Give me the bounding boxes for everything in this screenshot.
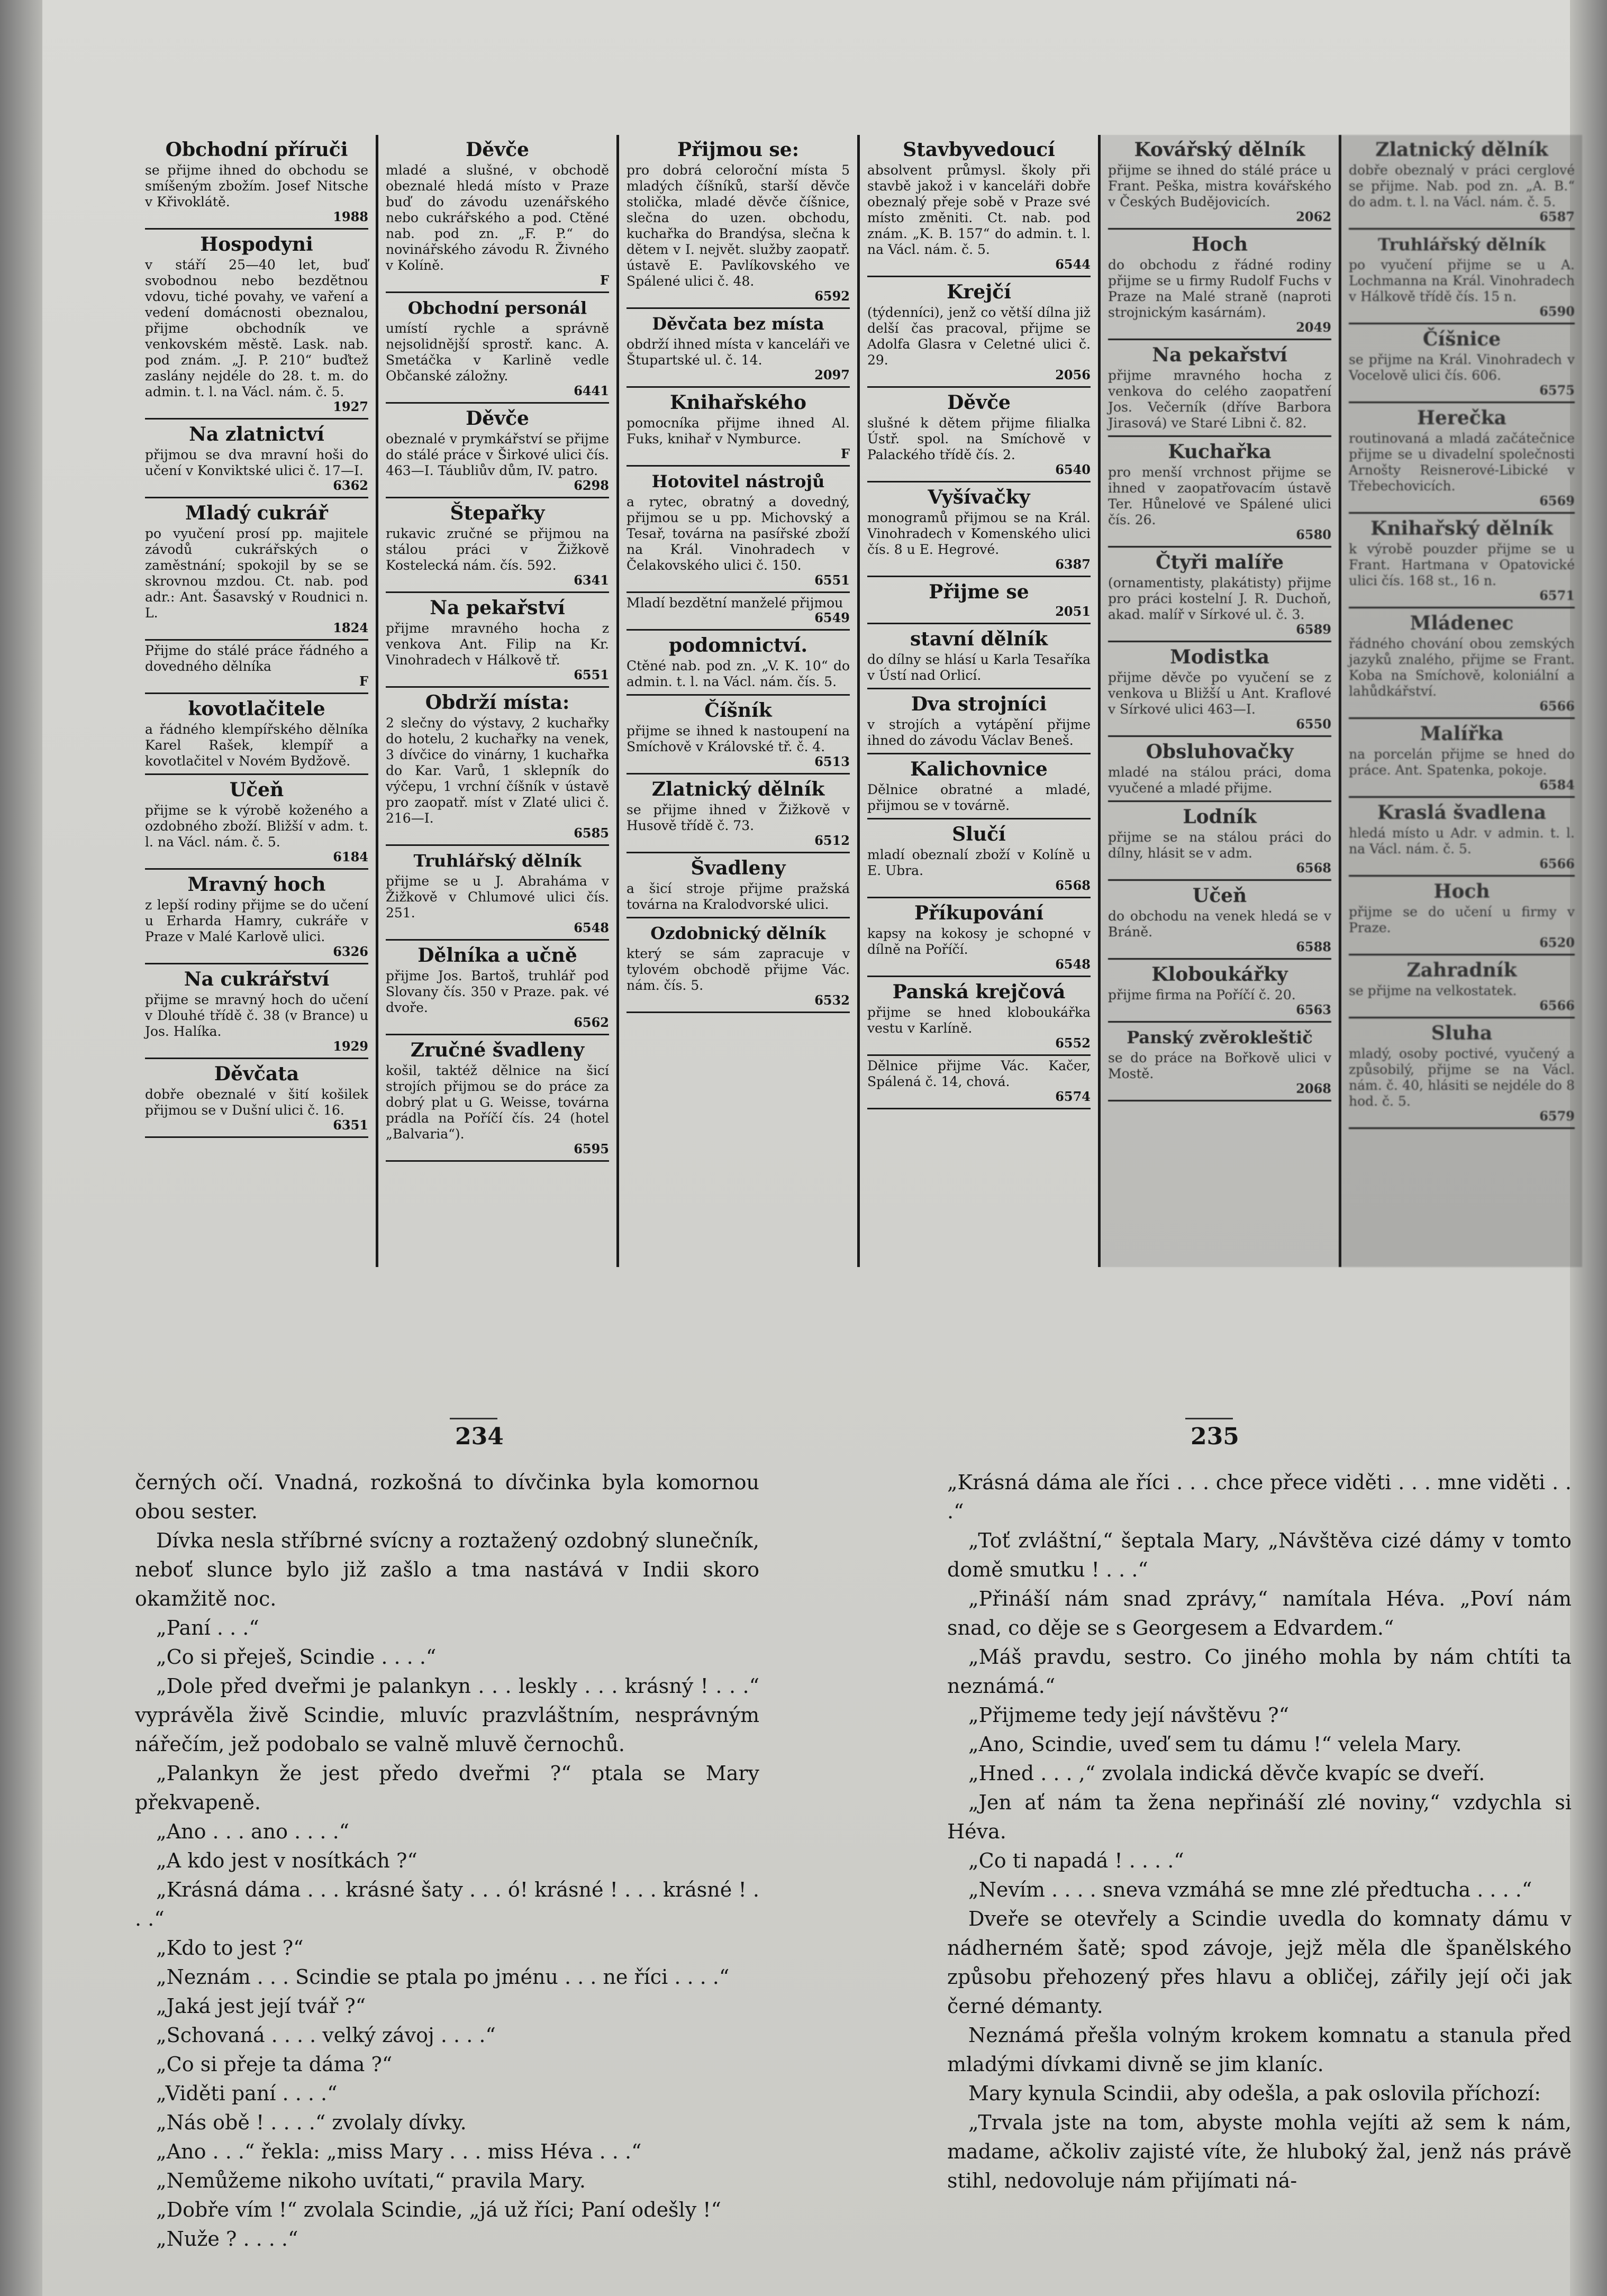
- ad-title: Kuchařka: [1168, 441, 1272, 463]
- ad-number: 6540: [1055, 462, 1091, 477]
- ad-number: 6568: [1296, 860, 1331, 876]
- ad-text: a šicí stroje přijme pražská továrna na Kralodvorské ulici.: [627, 881, 850, 912]
- ad-number: 6579: [1539, 1108, 1575, 1124]
- ad-text: (ornamentisty, plakátisty) přijme pro práci kostelní J. R. Duchoň, akad. malíř v Sírkové ul. č. 3.: [1108, 575, 1331, 622]
- ad-title: Krejčí: [947, 281, 1011, 303]
- ad-item: [627, 853, 850, 918]
- ad-item: [627, 467, 850, 593]
- ad-item: [145, 420, 368, 498]
- ad-number: 6544: [1055, 257, 1091, 272]
- ads-column-5: [1101, 135, 1341, 1267]
- ad-title: Na pekařství: [1152, 344, 1287, 366]
- scan-edge-left: [0, 0, 42, 2296]
- ad-item: [1108, 135, 1331, 230]
- ad-title: Herečka: [1417, 407, 1506, 429]
- ad-text: se přijme ihned v Žižkově v Husově třídě č. 73.: [627, 802, 850, 833]
- ad-title: Obchodní příruči: [165, 139, 348, 161]
- ad-number: 6580: [1296, 527, 1331, 542]
- ad-item: [1349, 230, 1575, 324]
- ad-item: [386, 941, 609, 1035]
- ad-item: [867, 819, 1091, 898]
- ad-text: přijme mravného hocha z venkova do celého zaopatření Jos. Večerník (dříve Barbora Jirasová) ve Staré Libni č. 82.: [1108, 368, 1331, 431]
- ad-text: přijme se do učení u firmy v Praze.: [1349, 904, 1575, 935]
- ad-number: 6566: [1539, 998, 1575, 1013]
- ad-number: 6551: [574, 667, 609, 682]
- ad-item: [386, 404, 609, 498]
- ad-number: 1824: [333, 620, 368, 635]
- ad-text: Mladí bezdětní manželé přijmou: [627, 595, 843, 611]
- story-paragraph: „A kdo jest v nosítkách ?“: [156, 1849, 417, 1872]
- ads-column-4: [860, 135, 1101, 1267]
- ad-text: přijme mravného hocha z venkova Ant. Filip na Kr. Vinohradech v Hálkově tř.: [386, 621, 609, 668]
- ad-item: [867, 135, 1091, 277]
- story-paragraph: „Nevím . . . . sneva vzmáhá se mne zlé předtucha . . . .“: [968, 1878, 1532, 1901]
- ads-column-3: [619, 135, 860, 1267]
- ad-number: 6566: [1539, 698, 1575, 714]
- ad-item: [1108, 548, 1331, 642]
- ad-title: Děvče: [947, 391, 1011, 414]
- ad-number: 1988: [333, 209, 368, 224]
- ad-text: pomocníka přijme ihned Al. Fuks, knihař v Nymburce.: [627, 415, 850, 447]
- story-paragraph: Neznámá přešla volným krokem komnatu a stanula před mladými dívkami divně se jim klaníc.: [947, 2024, 1572, 2076]
- story-paragraph: „Ano . . .“ řekla: „miss Mary . . . miss Héva . . .“: [156, 2140, 642, 2163]
- ad-item: [867, 482, 1091, 577]
- story-paragraph: „Schovaná . . . . velký závoj . . . .“: [156, 2024, 496, 2047]
- story-paragraph: „Hned . . . ,“ zvolala indická děvče kvapíc se dveří.: [968, 1762, 1485, 1785]
- story-paragraph: „Ano, Scindie, uveď sem tu dámu !“ velela Mary.: [968, 1733, 1462, 1756]
- ad-title: Zlatnický dělník: [1375, 139, 1548, 161]
- story-paragraph: „Palankyn že jest předo dveřmi ?“ ptala se Mary překvapeně.: [135, 1762, 759, 1814]
- ad-text: řádného chování obou zemských jazyků znalého, přijme se Frant. Koba na Smíchově, koloniální a lahůdkářství.: [1349, 636, 1575, 699]
- ad-text: přijmou se dva mravní hoši do učení v Konviktské ulici č. 17—I.: [145, 447, 368, 478]
- ad-title: Zahradník: [1406, 959, 1517, 981]
- ad-number: 6549: [814, 610, 850, 625]
- ad-text: přijme se mravný hoch do učení v Dlouhé třídě č. 38 (v Brance) u Jos. Halíka.: [145, 992, 368, 1039]
- story-right-page: [947, 1468, 1572, 2195]
- ad-number: 6548: [1055, 956, 1091, 972]
- ad-title: Příkupování: [914, 902, 1044, 924]
- ad-item: [867, 689, 1091, 754]
- ad-title: Knihařský dělník: [1370, 517, 1553, 540]
- ad-number: 6566: [1539, 856, 1575, 871]
- ad-text: se přijme na velkostatek.: [1349, 983, 1517, 998]
- ad-title: Zlatnický dělník: [651, 778, 825, 800]
- ad-item: [867, 577, 1091, 624]
- ad-title: Děvčata: [214, 1063, 299, 1085]
- story-paragraph: „Jaká jest její tvář ?“: [156, 1994, 366, 2018]
- ad-item: [386, 688, 609, 846]
- ad-item: [386, 593, 609, 688]
- ad-number: 6362: [333, 478, 368, 493]
- ad-item: [1349, 955, 1575, 1018]
- story-paragraph: „Přijmeme tedy její návštěvu ?“: [968, 1703, 1290, 1727]
- ad-item: [1108, 437, 1331, 548]
- ad-title: Vyšívačky: [928, 486, 1030, 508]
- ad-text: přijme se k výrobě koženého a ozdobného zboží. Bližší v adm. t. l. na Václ. nám. č. 5.: [145, 803, 368, 850]
- classified-ads: [138, 135, 1598, 1267]
- ad-item: [145, 135, 368, 230]
- ad-item: [627, 135, 850, 309]
- story-paragraph: „Jen ať nám ta žena nepřináší zlé noviny,“ vzdychla si Héva.: [947, 1791, 1572, 1843]
- page-number-rule-left: [450, 1418, 497, 1419]
- ad-number: 6585: [574, 825, 609, 841]
- ad-text: do obchodu z řádné rodiny přijme se u firmy Rudolf Fuchs v Praze na Malé straně (naproti strojnickým kasárnám).: [1108, 257, 1331, 320]
- ad-item: [1349, 798, 1575, 877]
- ads-column-6: [1341, 135, 1582, 1267]
- story-paragraph: „Nuže ? . . . .“: [156, 2227, 298, 2251]
- ad-number: 2068: [1296, 1081, 1331, 1096]
- ad-number: 6590: [1539, 304, 1575, 319]
- ad-number: 6387: [1055, 557, 1091, 572]
- ad-number: 6584: [1539, 777, 1575, 792]
- ad-text: kapsy na kokosy je schopné v dílně na Poříčí.: [867, 926, 1091, 957]
- ad-item: [1108, 340, 1331, 437]
- ad-item: [1349, 403, 1575, 514]
- ad-title: Kovářský dělník: [1134, 139, 1305, 161]
- story-paragraph: „Ano . . . ano . . . .“: [156, 1820, 350, 1843]
- ad-text: slušné k dětem přijme filialka Ústř. spol. na Smíchově v Palackého třídě čís. 2.: [867, 415, 1091, 462]
- ad-number: 6595: [574, 1141, 609, 1156]
- ad-text: Dělnice obratné a mladé, přijmou se v továrně.: [867, 782, 1091, 813]
- ad-text: přijme děvče po vyučení se z venkova u Bližší u Ant. Kraflové v Sírkové ulici 463—I.: [1108, 670, 1331, 717]
- ad-item: [386, 135, 609, 293]
- ad-number: 2097: [814, 367, 850, 382]
- ad-text: hledá místo u Adr. v admin. t. l. na Václ. nám. č. 5.: [1349, 825, 1575, 857]
- ad-item: [1349, 324, 1575, 403]
- ad-number: 6562: [574, 1015, 609, 1030]
- ad-number: 6351: [333, 1117, 368, 1133]
- ad-title: Děvčata bez místa: [652, 314, 824, 334]
- ad-item: [145, 870, 368, 964]
- ad-number: 6588: [1296, 939, 1331, 954]
- page-number-left: 234: [455, 1423, 504, 1450]
- ad-number: F: [600, 272, 609, 288]
- ad-number: 6298: [574, 478, 609, 493]
- ad-number: 6513: [814, 754, 850, 769]
- ad-text: pro dobrá celoroční místa 5 mladých číšníků, starší děvče stolička, mladé děvče číšnice, slečna do uzen. obchodu, kuchařka do Brandýsa, slečna k dětem v I. největ. služby zaopatř. ústavě E. Pavlíkovského ve Spálené ulici č. 48.: [627, 162, 850, 289]
- ad-number: 6550: [1296, 716, 1331, 732]
- story-paragraph: „Neznám . . . Scindie se ptala po jménu . . . ne říci . . . .“: [156, 1965, 730, 1989]
- ad-title: Na cukrářství: [184, 968, 330, 990]
- story-paragraph: „Co si přeje ta dáma ?“: [156, 2053, 393, 2076]
- ad-text: se přijme ihned do obchodu se smíšeným zbožím. Josef Nitsche v Křivoklátě.: [145, 162, 368, 209]
- ad-text: obeznalé v prymkářství se přijme do stálé práce v Širkové ulici čís. 463—I. Táubliův dům, IV. patro.: [386, 431, 609, 478]
- ad-text: v strojích a vytápění přijme ihned do závodu Václav Beneš.: [867, 717, 1091, 748]
- ad-item: [386, 1035, 609, 1162]
- ad-text: v stáří 25—40 let, buď svobodnou nebo bezdětnou vdovu, tiché povahy, ve vaření a vedení domácnosti obeznalou, přijme obchodník ve venkovském městě. Lask. nab. pod znám. „J. P. 210“ buďtež zaslány nejdéle do 28. t. m. do admin. t. l. na Václ. nám. č. 5.: [145, 257, 368, 399]
- ad-text: se do práce na Bořkově ulici v Mostě.: [1108, 1050, 1331, 1081]
- ad-number: 6568: [1055, 878, 1091, 893]
- ad-number: 6589: [1296, 622, 1331, 637]
- ad-number: 1927: [333, 399, 368, 414]
- ad-title: Kalichovnice: [910, 758, 1048, 780]
- ad-title: Mravný hoch: [187, 873, 326, 896]
- ad-title: Na zlatnictví: [189, 423, 324, 445]
- ad-title: Hotovitel nástrojů: [651, 471, 825, 491]
- ad-item: [627, 775, 850, 853]
- ad-title: Kloboukářky: [1151, 963, 1288, 986]
- story-paragraph: Dveře se otevřely a Scindie uvedla do komnaty dámu v nádherném šatě; spod závoje, jejž měla dle španělského způsobu přehozený přes hlavu a obličej, zářily její oči jak černé démanty.: [947, 1907, 1572, 2018]
- ad-title: Truhlářský dělník: [413, 851, 582, 871]
- ad-text: monogramů přijmou se na Král. Vinohradech v Komenského ulici čís. 8 u E. Hegrové.: [867, 510, 1091, 557]
- ads-column-1: [138, 135, 378, 1267]
- ad-item: [1349, 514, 1575, 608]
- ad-number: 6563: [1296, 1002, 1331, 1017]
- story-paragraph: „Trvala jste na tom, abyste mohla vejíti až sem k nám, madame, ačkoliv zajisté víte, že hluboký žal, jenž nás právě stihl, nedovoluje nám přijímati ná-: [947, 2111, 1572, 2192]
- story-left-page: [135, 1468, 759, 2254]
- ad-item: [867, 277, 1091, 388]
- story-paragraph: „Kdo to jest ?“: [156, 1936, 304, 1960]
- ad-title: Lodník: [1183, 806, 1257, 828]
- ad-number: 2056: [1055, 367, 1091, 382]
- ad-text: mladí obeznalí zboží v Kolíně u E. Ubra.: [867, 847, 1091, 878]
- ad-text: Přijme do stálé práce řádného a dovedného dělníka: [145, 643, 368, 674]
- ad-number: 6184: [333, 849, 368, 864]
- ad-number: 6571: [1539, 588, 1575, 603]
- ad-title: podomnictví.: [669, 634, 807, 657]
- ad-text: pro menší vrchnost přijme se ihned v zaopatřovacím ústavě Ter. Hůnelové ve Spálené ulici čís. 26.: [1108, 464, 1331, 527]
- ad-text: do dílny se hlásí u Karla Tesaříka v Ústí nad Orlicí.: [867, 652, 1091, 683]
- ad-item: [1108, 881, 1331, 960]
- story-paragraph: „Dole před dveřmi je palankyn . . . leskly . . . krásný ! . . .“ vyprávěla živě Scindie, mluvíc prazvláštním, nesprávným nářečím, jež podobalo se valně mluvě černochů.: [135, 1674, 759, 1756]
- ad-title: Štepařky: [450, 502, 545, 524]
- ad-item: [145, 641, 368, 694]
- ad-number: 6574: [1055, 1089, 1091, 1104]
- ad-item: [627, 593, 850, 631]
- story-paragraph: „Nemůžeme nikoho uvítati,“ pravila Mary.: [156, 2169, 586, 2192]
- ad-text: Dělnice přijme Vác. Kačer, Spálená č. 14, chová.: [867, 1058, 1091, 1089]
- story-paragraph: „Co si přeješ, Scindie . . . .“: [156, 1645, 437, 1669]
- ad-title: Stavbyvedoucí: [903, 139, 1055, 161]
- ad-text: Ctěné nab. pod zn. „V. K. 10“ do admin. t. l. na Václ. nám. čís. 5.: [627, 658, 850, 689]
- ad-number: F: [840, 446, 850, 461]
- ad-title: Dělníka a učně: [417, 944, 577, 967]
- ad-item: [627, 918, 850, 1013]
- ad-item: [1108, 1023, 1331, 1101]
- ad-item: [1349, 877, 1575, 955]
- ad-title: Obdrží místa:: [425, 691, 570, 714]
- ad-title: Děvče: [466, 139, 529, 161]
- ad-text: a řádného klempířského dělníka Karel Rašek, klempíř a kovotlačitel v Novém Bydžově.: [145, 722, 368, 769]
- page-number-rule-right: [1185, 1418, 1233, 1419]
- ad-text: umístí rychle a správně nejsolidnější sprostř. kanc. A. Smetáčka v Karlině vedle Občanské záložny.: [386, 321, 609, 384]
- ad-text: dobře obeznalé v šití košilek přijmou se v Dušní ulici č. 16.: [145, 1087, 368, 1118]
- page-number-right: 235: [1191, 1423, 1239, 1450]
- ad-item: [627, 631, 850, 696]
- ad-title: Děvče: [466, 407, 529, 430]
- story-paragraph: Dívka nesla stříbrné svícny a roztažený ozdobný slunečník, neboť slunce bylo již zašlo a tma nastává v Indii skoro okamžitě noc.: [135, 1529, 759, 1610]
- ad-number: 6552: [1055, 1035, 1091, 1051]
- ad-number: 6441: [574, 383, 609, 398]
- ad-item: [867, 898, 1091, 977]
- ad-number: 1929: [333, 1038, 368, 1054]
- ad-title: Obchodní personál: [407, 298, 587, 318]
- ad-number: 6512: [814, 833, 850, 848]
- ad-item: [145, 694, 368, 775]
- ad-number: 2062: [1296, 209, 1331, 224]
- ad-item: [145, 775, 368, 870]
- ad-title: Na pekařství: [430, 597, 565, 619]
- ad-text: rukavic zručné se přijmou na stálou práci v Žižkově Kostelecká nám. čís. 592.: [386, 526, 609, 573]
- ad-item: [627, 309, 850, 388]
- ad-title: Přijmou se:: [677, 139, 799, 161]
- ad-text: do obchodu na venek hledá se v Bráně.: [1108, 908, 1331, 940]
- ad-text: dobře obeznalý v práci cerglové se přijme. Nab. pod zn. „A. B.“ do adm. t. l. na Václ. nám. č. 5.: [1349, 162, 1575, 209]
- ad-number: 6551: [814, 572, 850, 588]
- ad-item: [145, 230, 368, 420]
- story-paragraph: „Přináší nám snad zprávy,“ namítala Héva. „Poví nám snad, co děje se s Georgesem a Edvardem.“: [947, 1587, 1572, 1639]
- ad-text: se přijme na Král. Vinohradech v Vocelově ulici čís. 606.: [1349, 352, 1575, 383]
- ad-text: 2 slečny do výstavy, 2 kuchařky do hotelu, 2 kuchařky na venek, 3 dívčice do vinárny, 1 kuchařka do Kar. Varů, 1 sklepník do výčepu, 1 vrchní číšník v ústavě pro zaopatř. míst v Zlaté ulici č. 216—I.: [386, 715, 609, 826]
- ad-title: Učeň: [1192, 885, 1247, 907]
- ad-item: [627, 388, 850, 467]
- ad-item: [867, 1056, 1091, 1109]
- ad-text: přijme firma na Poříčí č. 20.: [1108, 987, 1296, 1003]
- story-paragraph: „Máš pravdu, sestro. Co jiného mohla by nám chtíti ta neznámá.“: [947, 1645, 1572, 1698]
- ad-title: Hoch: [1433, 880, 1490, 903]
- ad-number: 6587: [1539, 209, 1575, 224]
- ad-number: 6569: [1539, 493, 1575, 508]
- ad-item: [1108, 230, 1331, 340]
- ad-title: Dva strojníci: [911, 693, 1047, 715]
- ad-title: Malířka: [1420, 723, 1504, 745]
- story-paragraph: Mary kynula Scindii, aby odešla, a pak oslovila příchozí:: [968, 2082, 1541, 2105]
- ad-item: [1108, 802, 1331, 881]
- ad-title: Hoch: [1191, 233, 1248, 256]
- ads-column-2: [378, 135, 619, 1267]
- ad-text: routinovaná a mladá začátečnice přijme se u divadelní společnosti Arnošty Reisnerové-Libické v Třebechovicích.: [1349, 431, 1575, 494]
- ad-text: který se sám zapracuje v tylovém obchodě přijme Vác. nám. čís. 5.: [627, 946, 850, 993]
- ad-title: Čtyři malíře: [1155, 551, 1284, 573]
- ad-title: Modistka: [1170, 646, 1269, 668]
- story-paragraph: „Nás obě ! . . . .“ zvolaly dívky.: [156, 2111, 467, 2134]
- ad-text: po vyučení přijme se u A. Lochmanna na Král. Vinohradech v Hálkově třídě čís. 15 n.: [1349, 257, 1575, 304]
- story-paragraph: „Krásná dáma ale říci . . . chce přece viděti . . . mne viděti . . .“: [947, 1471, 1572, 1523]
- ad-number: 2051: [1055, 604, 1091, 619]
- ad-title: Švadleny: [691, 857, 786, 879]
- ad-text: přijme se ihned k nastoupení na Smíchově v Královské tř. č. 4.: [627, 723, 850, 754]
- ad-item: [386, 293, 609, 404]
- ad-item: [627, 696, 850, 775]
- ad-number: 6592: [814, 288, 850, 304]
- ad-title: Knihařského: [670, 391, 806, 414]
- ad-text: na porcelán přijme se hned do práce. Ant. Spatenka, pokoje.: [1349, 746, 1575, 778]
- ad-item: [1349, 135, 1575, 230]
- ad-text: přijme Jos. Bartoš, truhlář pod Slovany čís. 350 v Praze. pak. vé dvoře.: [386, 968, 609, 1015]
- ad-text: (týdenníci), jenž co větší dílna již delší čas pracoval, přijme se Adolfa Glasra v Celetné ulici č. 29.: [867, 305, 1091, 368]
- ad-title: Mladý cukrář: [185, 502, 328, 524]
- ad-text: přijme se hned kloboukářka vestu v Karlíně.: [867, 1005, 1091, 1036]
- ad-title: Učeň: [229, 779, 284, 801]
- ad-item: [1349, 1018, 1575, 1129]
- ad-title: Kraslá švadlena: [1377, 801, 1547, 824]
- ad-text: k výrobě pouzder přijme se u Frant. Hartmana v Opatovické ulici čís. 168 st., 16 n.: [1349, 541, 1575, 588]
- ad-title: Hospodyni: [200, 233, 313, 256]
- ad-text: absolvent průmysl. školy při stavbě jakož i v kanceláři dobře obeznalý přeje sobě v Praze své místo změniti. Ct. nab. pod znám. „K. B. 157“ do admin. t. l. na Václ. nám. č. 5.: [867, 162, 1091, 257]
- ad-number: 6575: [1539, 382, 1575, 398]
- ad-item: [867, 388, 1091, 482]
- ad-item: [867, 624, 1091, 689]
- ad-number: 6520: [1539, 935, 1575, 950]
- ad-item: [386, 846, 609, 941]
- ad-title: Truhlářský dělník: [1377, 234, 1546, 254]
- ad-item: [145, 964, 368, 1059]
- story-paragraph: „Dobře vím !“ zvolala Scindie, „já už říci; Paní odešly !“: [156, 2198, 721, 2221]
- ad-item: [1108, 737, 1331, 802]
- ad-title: Slučí: [952, 823, 1006, 845]
- ad-title: Sluha: [1431, 1022, 1493, 1044]
- ad-item: [1349, 719, 1575, 798]
- ad-text: košil, taktéž dělnice na šicí strojích přijmou se do práce za dobrý plat u G. Weisse, továrna prádla na Poříčí čís. 24 (hotel „Balvaria“).: [386, 1063, 609, 1142]
- ad-text: přijme se u J. Abraháma v Žižkově v Chlumové ulici čís. 251.: [386, 873, 609, 921]
- ad-text: mladé a slušné, v obchodě obeznalé hledá místo v Praze buď do závodu uzenářského nebo cukrářského a pod. Ctěné nab. pod zn. „F. P.“ do novinářského závodu R. Živného v Kolíně.: [386, 162, 609, 273]
- ad-title: stavní dělník: [910, 628, 1048, 650]
- ad-item: [386, 498, 609, 593]
- ad-text: mladý, osoby poctivé, vyučený a způsobilý, přijme se na Václ. nám. č. 40, hlásiti se nejdéle do 8 hod. č. 5.: [1349, 1046, 1575, 1109]
- ad-item: [867, 977, 1091, 1056]
- story-paragraph: „Viděti paní . . . .“: [156, 2082, 338, 2105]
- ad-item: [145, 498, 368, 641]
- ad-title: Ozdobnický dělník: [650, 923, 826, 943]
- ad-text: přijme se na stálou práci do dílny, hlásit se v adm.: [1108, 830, 1331, 861]
- ad-title: Panská krejčová: [892, 981, 1066, 1003]
- story-paragraph: „Co ti napadá ! . . . .“: [968, 1849, 1184, 1872]
- ad-number: F: [359, 673, 368, 689]
- ad-title: Číšník: [704, 699, 772, 722]
- ad-item: [145, 1059, 368, 1138]
- ad-title: Číšnice: [1422, 328, 1501, 350]
- ad-title: Panský zvěrokleštič: [1127, 1027, 1313, 1047]
- story-paragraph: „Krásná dáma . . . krásné šaty . . . ó! krásné ! . . . krásné ! . . .“: [135, 1878, 759, 1930]
- story-paragraph: „Paní . . .“: [156, 1616, 259, 1639]
- ad-title: Obsluhovačky: [1146, 741, 1294, 763]
- ad-number: 2049: [1296, 320, 1331, 335]
- ad-text: přijme se ihned do stálé práce u Frant. Peška, mistra kovářského v Českých Budějovicích.: [1108, 162, 1331, 209]
- ad-text: po vyučení prosí pp. majitele závodů cukrářských o zaměstnání; spokojil by se se skrovnou mzdou. Ct. nab. pod adr.: Ant. Šasavský v Roudnici n. L.: [145, 526, 368, 621]
- ad-text: a rytec, obratný a dovedný, přijmou se u pp. Michovský a Tesař, továrna na pasířské zboží na Král. Vinohradech v Čelakovského ulici č. 150.: [627, 494, 850, 573]
- ad-number: 6326: [333, 944, 368, 959]
- ad-number: 6532: [814, 992, 850, 1008]
- ad-text: z lepší rodiny přijme se do učení u Erharda Hamry, cukráře v Praze v Malé Karlově ulici.: [145, 897, 368, 944]
- ad-item: [1108, 642, 1331, 737]
- ad-text: obdrží ihned místa v kanceláři ve Štupartské ul. č. 14.: [627, 336, 850, 368]
- ad-title: kovotlačitele: [188, 698, 325, 720]
- ad-item: [1349, 608, 1575, 719]
- ad-text: mladé na stálou práci, doma vyučené a mladé přijme.: [1108, 764, 1331, 796]
- ad-title: Přijme se: [929, 581, 1029, 603]
- ad-number: 6341: [574, 572, 609, 588]
- ad-item: [867, 754, 1091, 819]
- ad-number: 6548: [574, 920, 609, 935]
- story-paragraph: černých očí. Vnadná, rozkošná to dívčinka byla komornou obou sester.: [135, 1471, 759, 1523]
- ad-title: Zručné švadleny: [410, 1039, 585, 1061]
- ad-item: [1108, 960, 1331, 1023]
- ad-title: Mládenec: [1410, 612, 1514, 634]
- story-paragraph: „Toť zvláštní,“ šeptala Mary, „Návštěva cizé dámy v tomto domě smutku ! . . .“: [947, 1529, 1572, 1581]
